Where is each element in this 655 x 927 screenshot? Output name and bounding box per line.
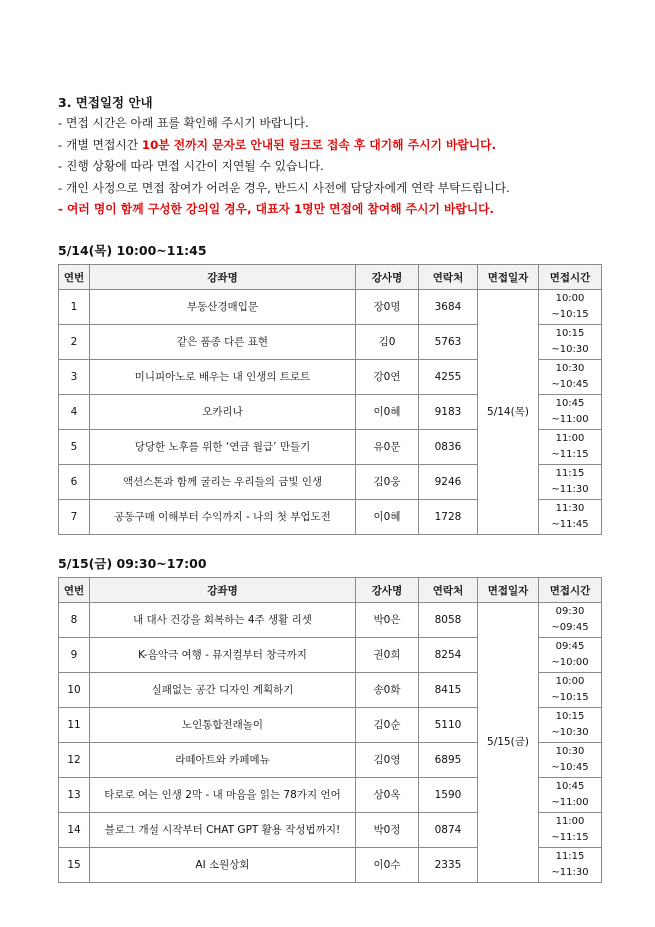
notice-item-important: - 여러 명이 함께 구성한 강의일 경우, 대표자 1명만 면접에 참여해 주시기 바랍니다. bbox=[58, 202, 495, 216]
time-start: 10:15 bbox=[555, 711, 585, 722]
cell-contact: 0836 bbox=[419, 430, 478, 465]
cell-time bbox=[539, 290, 602, 325]
cell-time bbox=[539, 778, 602, 813]
cell-date: 5/14(목) bbox=[478, 290, 539, 535]
time-start: 10:45 bbox=[555, 398, 585, 409]
cell-instructor: 이0혜 bbox=[356, 500, 419, 535]
notice-item bbox=[58, 135, 510, 157]
cell-contact: 5763 bbox=[419, 325, 478, 360]
schedule-table-day1 bbox=[58, 264, 602, 535]
cell-time bbox=[539, 360, 602, 395]
cell-instructor: 상0옥 bbox=[356, 778, 419, 813]
cell-contact: 8058 bbox=[419, 603, 478, 638]
cell-no: 15 bbox=[59, 848, 90, 883]
cell-no: 13 bbox=[59, 778, 90, 813]
cell-contact: 8254 bbox=[419, 638, 478, 673]
header-instructor: 강사명 bbox=[356, 265, 419, 290]
time-end: ~10:45 bbox=[551, 379, 589, 390]
cell-instructor: 송0화 bbox=[356, 673, 419, 708]
cell-contact: 9183 bbox=[419, 395, 478, 430]
cell-contact: 0874 bbox=[419, 813, 478, 848]
header-date: 면접일자 bbox=[478, 265, 539, 290]
time-start: 10:30 bbox=[555, 746, 585, 757]
cell-time bbox=[539, 430, 602, 465]
notice-text: - 개별 면접시간 bbox=[58, 137, 142, 152]
table-row bbox=[59, 603, 602, 638]
cell-instructor: 장0명 bbox=[356, 290, 419, 325]
time-start: 11:15 bbox=[555, 468, 585, 479]
cell-instructor: 이0수 bbox=[356, 848, 419, 883]
time-start: 11:00 bbox=[555, 816, 585, 827]
notice-item bbox=[58, 156, 510, 178]
cell-contact: 9246 bbox=[419, 465, 478, 500]
cell-time bbox=[539, 395, 602, 430]
cell-title: 미니피아노로 배우는 내 인생의 트로트 bbox=[90, 360, 356, 395]
notice-highlight: 10분 전까지 문자로 안내된 링크로 접속 후 대기해 주시기 바랍니다. bbox=[141, 137, 497, 152]
cell-instructor: 김0 bbox=[356, 325, 419, 360]
time-end: ~10:15 bbox=[551, 692, 589, 703]
time-start: 10:00 bbox=[555, 293, 585, 304]
time-end: ~11:15 bbox=[551, 449, 589, 460]
cell-contact: 6895 bbox=[419, 743, 478, 778]
cell-title: 노인통합전래놀이 bbox=[90, 708, 356, 743]
cell-instructor: 권0희 bbox=[356, 638, 419, 673]
cell-title: 블로그 개설 시작부터 CHAT GPT 활용 작성법까지! bbox=[90, 813, 356, 848]
time-end: ~09:45 bbox=[551, 622, 589, 633]
cell-time bbox=[539, 813, 602, 848]
cell-title: 당당한 노후를 위한 ‘연금 월급’ 만들기 bbox=[90, 430, 356, 465]
cell-time bbox=[539, 708, 602, 743]
cell-instructor: 강0연 bbox=[356, 360, 419, 395]
notice-list bbox=[58, 113, 510, 221]
cell-instructor: 박0은 bbox=[356, 603, 419, 638]
cell-no: 4 bbox=[59, 395, 90, 430]
cell-time bbox=[539, 465, 602, 500]
cell-title: K-음악극 여행 - 뮤지컬부터 창극까지 bbox=[90, 638, 356, 673]
cell-time bbox=[539, 848, 602, 883]
cell-time bbox=[539, 325, 602, 360]
table-row bbox=[59, 290, 602, 325]
cell-no: 8 bbox=[59, 603, 90, 638]
cell-time bbox=[539, 743, 602, 778]
schedule-table-day2 bbox=[58, 577, 602, 883]
header-time: 면접시간 bbox=[539, 578, 602, 603]
table-header bbox=[59, 578, 602, 603]
time-start: 11:30 bbox=[555, 503, 585, 514]
time-end: ~11:45 bbox=[551, 519, 589, 530]
cell-no: 3 bbox=[59, 360, 90, 395]
time-end: ~10:30 bbox=[551, 344, 589, 355]
cell-no: 1 bbox=[59, 290, 90, 325]
cell-contact: 3684 bbox=[419, 290, 478, 325]
time-end: ~10:15 bbox=[551, 309, 589, 320]
time-start: 10:00 bbox=[555, 676, 585, 687]
notice-item bbox=[58, 178, 510, 200]
header-contact: 연락처 bbox=[419, 265, 478, 290]
cell-date: 5/15(금) bbox=[478, 603, 539, 883]
cell-no: 6 bbox=[59, 465, 90, 500]
time-end: ~10:45 bbox=[551, 762, 589, 773]
table-body bbox=[59, 290, 602, 535]
cell-no: 2 bbox=[59, 325, 90, 360]
time-end: ~11:00 bbox=[551, 797, 589, 808]
cell-contact: 5110 bbox=[419, 708, 478, 743]
section-heading: 3. 면접일정 안내 bbox=[58, 95, 153, 110]
time-start: 09:45 bbox=[555, 641, 585, 652]
cell-no: 12 bbox=[59, 743, 90, 778]
time-start: 11:00 bbox=[555, 433, 585, 444]
header-title: 강좌명 bbox=[90, 578, 356, 603]
cell-title: 타로로 여는 인생 2막 - 내 마음을 읽는 78가지 언어 bbox=[90, 778, 356, 813]
time-end: ~11:00 bbox=[551, 414, 589, 425]
cell-title: 오카리나 bbox=[90, 395, 356, 430]
cell-no: 14 bbox=[59, 813, 90, 848]
notice-text: - 개인 사정으로 면접 참여가 어려운 경우, 반드시 사전에 담당자에게 연락 부탁드립니다. bbox=[58, 180, 510, 195]
cell-instructor: 김0순 bbox=[356, 708, 419, 743]
header-title: 강좌명 bbox=[90, 265, 356, 290]
cell-instructor: 유0문 bbox=[356, 430, 419, 465]
notice-item bbox=[58, 113, 510, 135]
header-no: 연번 bbox=[59, 578, 90, 603]
time-start: 10:45 bbox=[555, 781, 585, 792]
cell-time bbox=[539, 638, 602, 673]
cell-time bbox=[539, 603, 602, 638]
time-end: ~10:30 bbox=[551, 727, 589, 738]
header-contact: 연락처 bbox=[419, 578, 478, 603]
cell-no: 10 bbox=[59, 673, 90, 708]
schedule-title-day1: 5/14(목) 10:00~11:45 bbox=[58, 243, 207, 258]
cell-contact: 8415 bbox=[419, 673, 478, 708]
cell-instructor: 박0정 bbox=[356, 813, 419, 848]
time-end: ~10:00 bbox=[551, 657, 589, 668]
cell-contact: 4255 bbox=[419, 360, 478, 395]
header-instructor: 강사명 bbox=[356, 578, 419, 603]
time-end: ~11:30 bbox=[551, 484, 589, 495]
cell-contact: 1728 bbox=[419, 500, 478, 535]
table-body bbox=[59, 603, 602, 883]
notice-text: - 면접 시간은 아래 표를 확인해 주시기 바랍니다. bbox=[58, 116, 309, 130]
cell-title: 공동구매 이해부터 수익까지 - 나의 첫 부업도전 bbox=[90, 500, 356, 535]
time-end: ~11:15 bbox=[551, 832, 589, 843]
cell-no: 7 bbox=[59, 500, 90, 535]
cell-title: 액션스톤과 함께 굴리는 우리들의 금빛 인생 bbox=[90, 465, 356, 500]
cell-title: 내 대사 건강을 회복하는 4주 생활 리셋 bbox=[90, 603, 356, 638]
cell-time bbox=[539, 673, 602, 708]
header-date: 면접일자 bbox=[478, 578, 539, 603]
header-no: 연번 bbox=[59, 265, 90, 290]
cell-no: 11 bbox=[59, 708, 90, 743]
cell-title: 실패없는 공간 디자인 계획하기 bbox=[90, 673, 356, 708]
schedule-title-day2: 5/15(금) 09:30~17:00 bbox=[58, 556, 207, 571]
header-time: 면접시간 bbox=[539, 265, 602, 290]
cell-no: 9 bbox=[59, 638, 90, 673]
cell-title: 같은 품종 다른 표현 bbox=[90, 325, 356, 360]
time-end: ~11:30 bbox=[551, 867, 589, 878]
cell-instructor: 김0웅 bbox=[356, 465, 419, 500]
notice-text: - 진행 상황에 따라 면접 시간이 지연될 수 있습니다. bbox=[58, 159, 324, 173]
cell-contact: 1590 bbox=[419, 778, 478, 813]
cell-instructor: 이0혜 bbox=[356, 395, 419, 430]
cell-no: 5 bbox=[59, 430, 90, 465]
table-header bbox=[59, 265, 602, 290]
cell-contact: 2335 bbox=[419, 848, 478, 883]
cell-title: AI 소원상회 bbox=[90, 848, 356, 883]
cell-time bbox=[539, 500, 602, 535]
time-start: 10:30 bbox=[555, 363, 585, 374]
time-start: 11:15 bbox=[555, 851, 585, 862]
time-start: 10:15 bbox=[555, 328, 585, 339]
cell-instructor: 김0영 bbox=[356, 743, 419, 778]
time-start: 09:30 bbox=[555, 606, 585, 617]
cell-title: 부동산경매입문 bbox=[90, 290, 356, 325]
cell-title: 라떼아트와 카페메뉴 bbox=[90, 743, 356, 778]
